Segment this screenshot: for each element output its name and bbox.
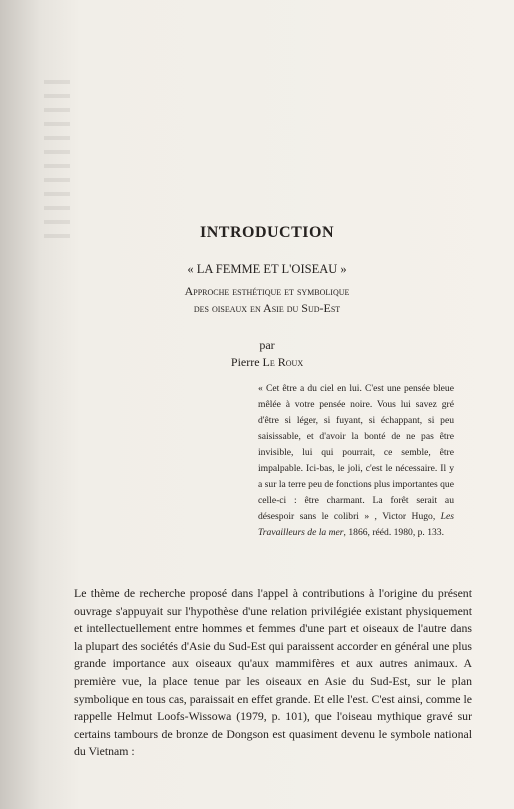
epigraph-work-title: Les Travailleurs de la mer bbox=[258, 511, 454, 538]
epigraph-citation: , 1866, rééd. 1980, p. 133. bbox=[343, 527, 445, 538]
chapter-subtitle: « LA FEMME ET L'OISEAU » bbox=[187, 262, 347, 276]
chapter-subtitle-detail bbox=[0, 283, 514, 317]
epigraph-text: « Cet être a du ciel en lui. C'est une pensée bleue mêlée à votre pensée noire. Vous lui savez gré d'être si léger, si fuyant, si échappant, si peu saisissable, et d'avoir la bonté de ne pas être invisible, lui qui pourrait, ce semble, être impalpable. Ici-bas, le joli, c'est le nécessaire. Il y a sur la terre peu de fonctions plus importantes que celle-ci : être charmant. La forêt serait au désespoir sans le colibri » , Victor Hugo, bbox=[258, 383, 454, 522]
chapter-title: INTRODUCTION bbox=[199, 224, 334, 241]
intro-paragraph: Le thème de recherche proposé dans l'appel à contributions à l'origine du présent ouvrage s'appuyait sur l'hypothèse d'une relation privilégiée existant physiquement et intellectuellement entre hommes et femmes d'une part et oiseaux de l'autre dans la plupart des sociétés d'Asie du Sud-Est qui paraissent accorder en général une plus grande importance aux oiseaux qu'aux mammifères et aux autres animaux. A première vue, la place tenue par les oiseaux en Asie du Sud-Est, sur le plan symbolique en tous cas, paraissait en effet grande. Et elle l'est. C'est ainsi, comme le rappelle Helmut Loofs-Wissowa (1979, p. 101), que l'oiseau mythique gravé sur certains tambours de bronze de Dongson est quasiment devenu le symbole national du Vietnam : bbox=[74, 586, 472, 759]
epigraph-quote bbox=[258, 381, 454, 541]
subtitle-line-1: Approche esthétique et symbolique bbox=[184, 284, 350, 298]
author-name bbox=[20, 354, 514, 371]
author-first-name: Pierre bbox=[230, 355, 260, 369]
facing-page-bleed bbox=[44, 80, 70, 240]
author-byline bbox=[0, 337, 514, 371]
author-last-name: Le Roux bbox=[262, 355, 304, 369]
byline-par: par bbox=[259, 338, 275, 352]
subtitle-line-2: des oiseaux en Asie du Sud-Est bbox=[193, 301, 341, 315]
